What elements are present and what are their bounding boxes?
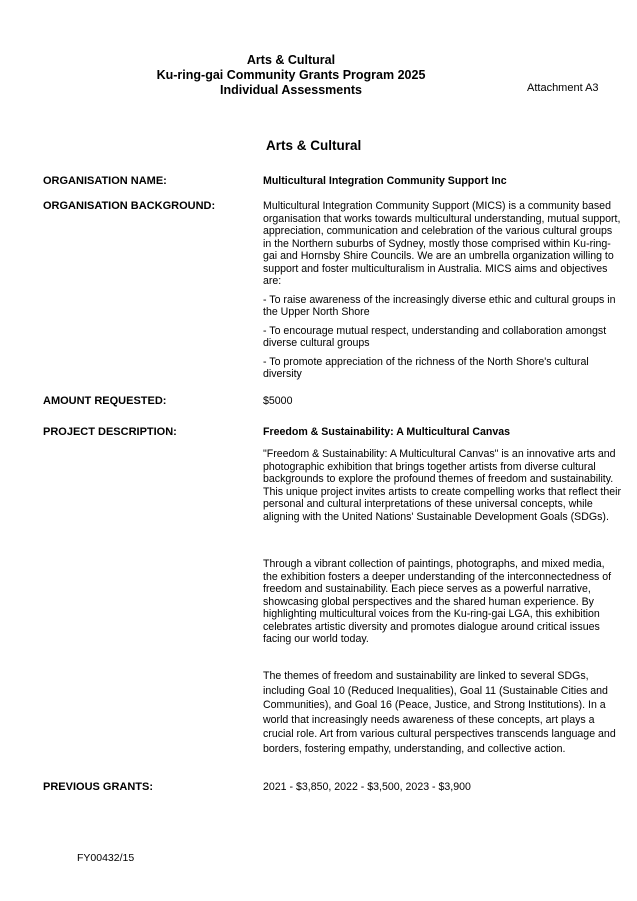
document-reference: FY00432/15 [77, 852, 135, 864]
org-name-label: ORGANISATION NAME: [43, 175, 167, 187]
background-paragraph: Multicultural Integration Community Support (MICS) is a community based organisation that works towards multicultural understanding, mutual support, appreciation, communication and celebration of the various cultural groups in the Northern suburbs of Sydney, mostly those comprised within Ku-ring-gai and Hornsby Shire Councils. We are an umbrella organization willing to support and foster multiculturalism in Australia. MICS aims and objectives are: [263, 200, 621, 287]
org-name-value: Multicultural Integration Community Support Inc [263, 175, 507, 187]
header-program: Ku-ring-gai Community Grants Program 2025 [156, 68, 426, 82]
amount-label: AMOUNT REQUESTED: [43, 395, 167, 407]
background-aim-2: - To encourage mutual respect, understanding and collaboration amongst diverse cultural groups [263, 324, 607, 349]
attachment-label: Attachment A3 [527, 82, 599, 94]
background-aim-1: - To raise awareness of the increasingly diverse ethic and cultural groups in the Upper North Shore [263, 293, 616, 318]
section-title: Arts & Cultural [266, 138, 362, 153]
project-paragraph-1: "Freedom & Sustainability: A Multicultural Canvas" is an innovative arts and photographic exhibition that brings together artists from diverse cultural backgrounds to explore the profound themes of freedom and sustainability. This unique project invites artists to create compelling works that reflect their personal and cultural interpretations of these universal concepts, while aligning with the United Nations' Sustainable Development Goals (SDGs). [263, 448, 621, 523]
header-subtitle: Individual Assessments [220, 83, 362, 97]
background-aim-3: - To promote appreciation of the richness of the North Shore's cultural diversity [263, 355, 589, 380]
previous-grants-value: 2021 - $3,850, 2022 - $3,500, 2023 - $3,900 [263, 781, 471, 793]
previous-grants-label: PREVIOUS GRANTS: [43, 781, 154, 793]
amount-value: $5000 [263, 395, 293, 407]
org-background-label: ORGANISATION BACKGROUND: [43, 200, 216, 212]
org-background-value [263, 200, 621, 381]
project-paragraph-2: Through a vibrant collection of paintings, photographs, and mixed media, the exhibition fosters a deeper understanding of the interconnectedness of freedom and sustainability. Each piece serves as a powerful narrative, showcasing global perspectives and the shared human experience. By highlighting multicultural voices from the Ku-ring-gai LGA, this exhibition celebrates artistic diversity and promotes dialogue around critical issues facing our world today. [263, 558, 612, 645]
project-paragraph-3: The themes of freedom and sustainability are linked to several SDGs, including Goal 10 (Reduced Inequalities), Goal 11 (Sustainable Cities and Communities), and Goal 16 (Peace, Justice, and Strong Institutions). In a world that increasingly needs awareness of these concepts, art plays a crucial role. Art from various cultural perspectives transcends language and borders, fostering empathy, understanding, and collective action. [263, 670, 616, 755]
project-label: PROJECT DESCRIPTION: [43, 426, 177, 438]
header-title: Arts & Cultural [246, 53, 336, 67]
project-title: Freedom & Sustainability: A Multicultural Canvas [263, 426, 511, 438]
